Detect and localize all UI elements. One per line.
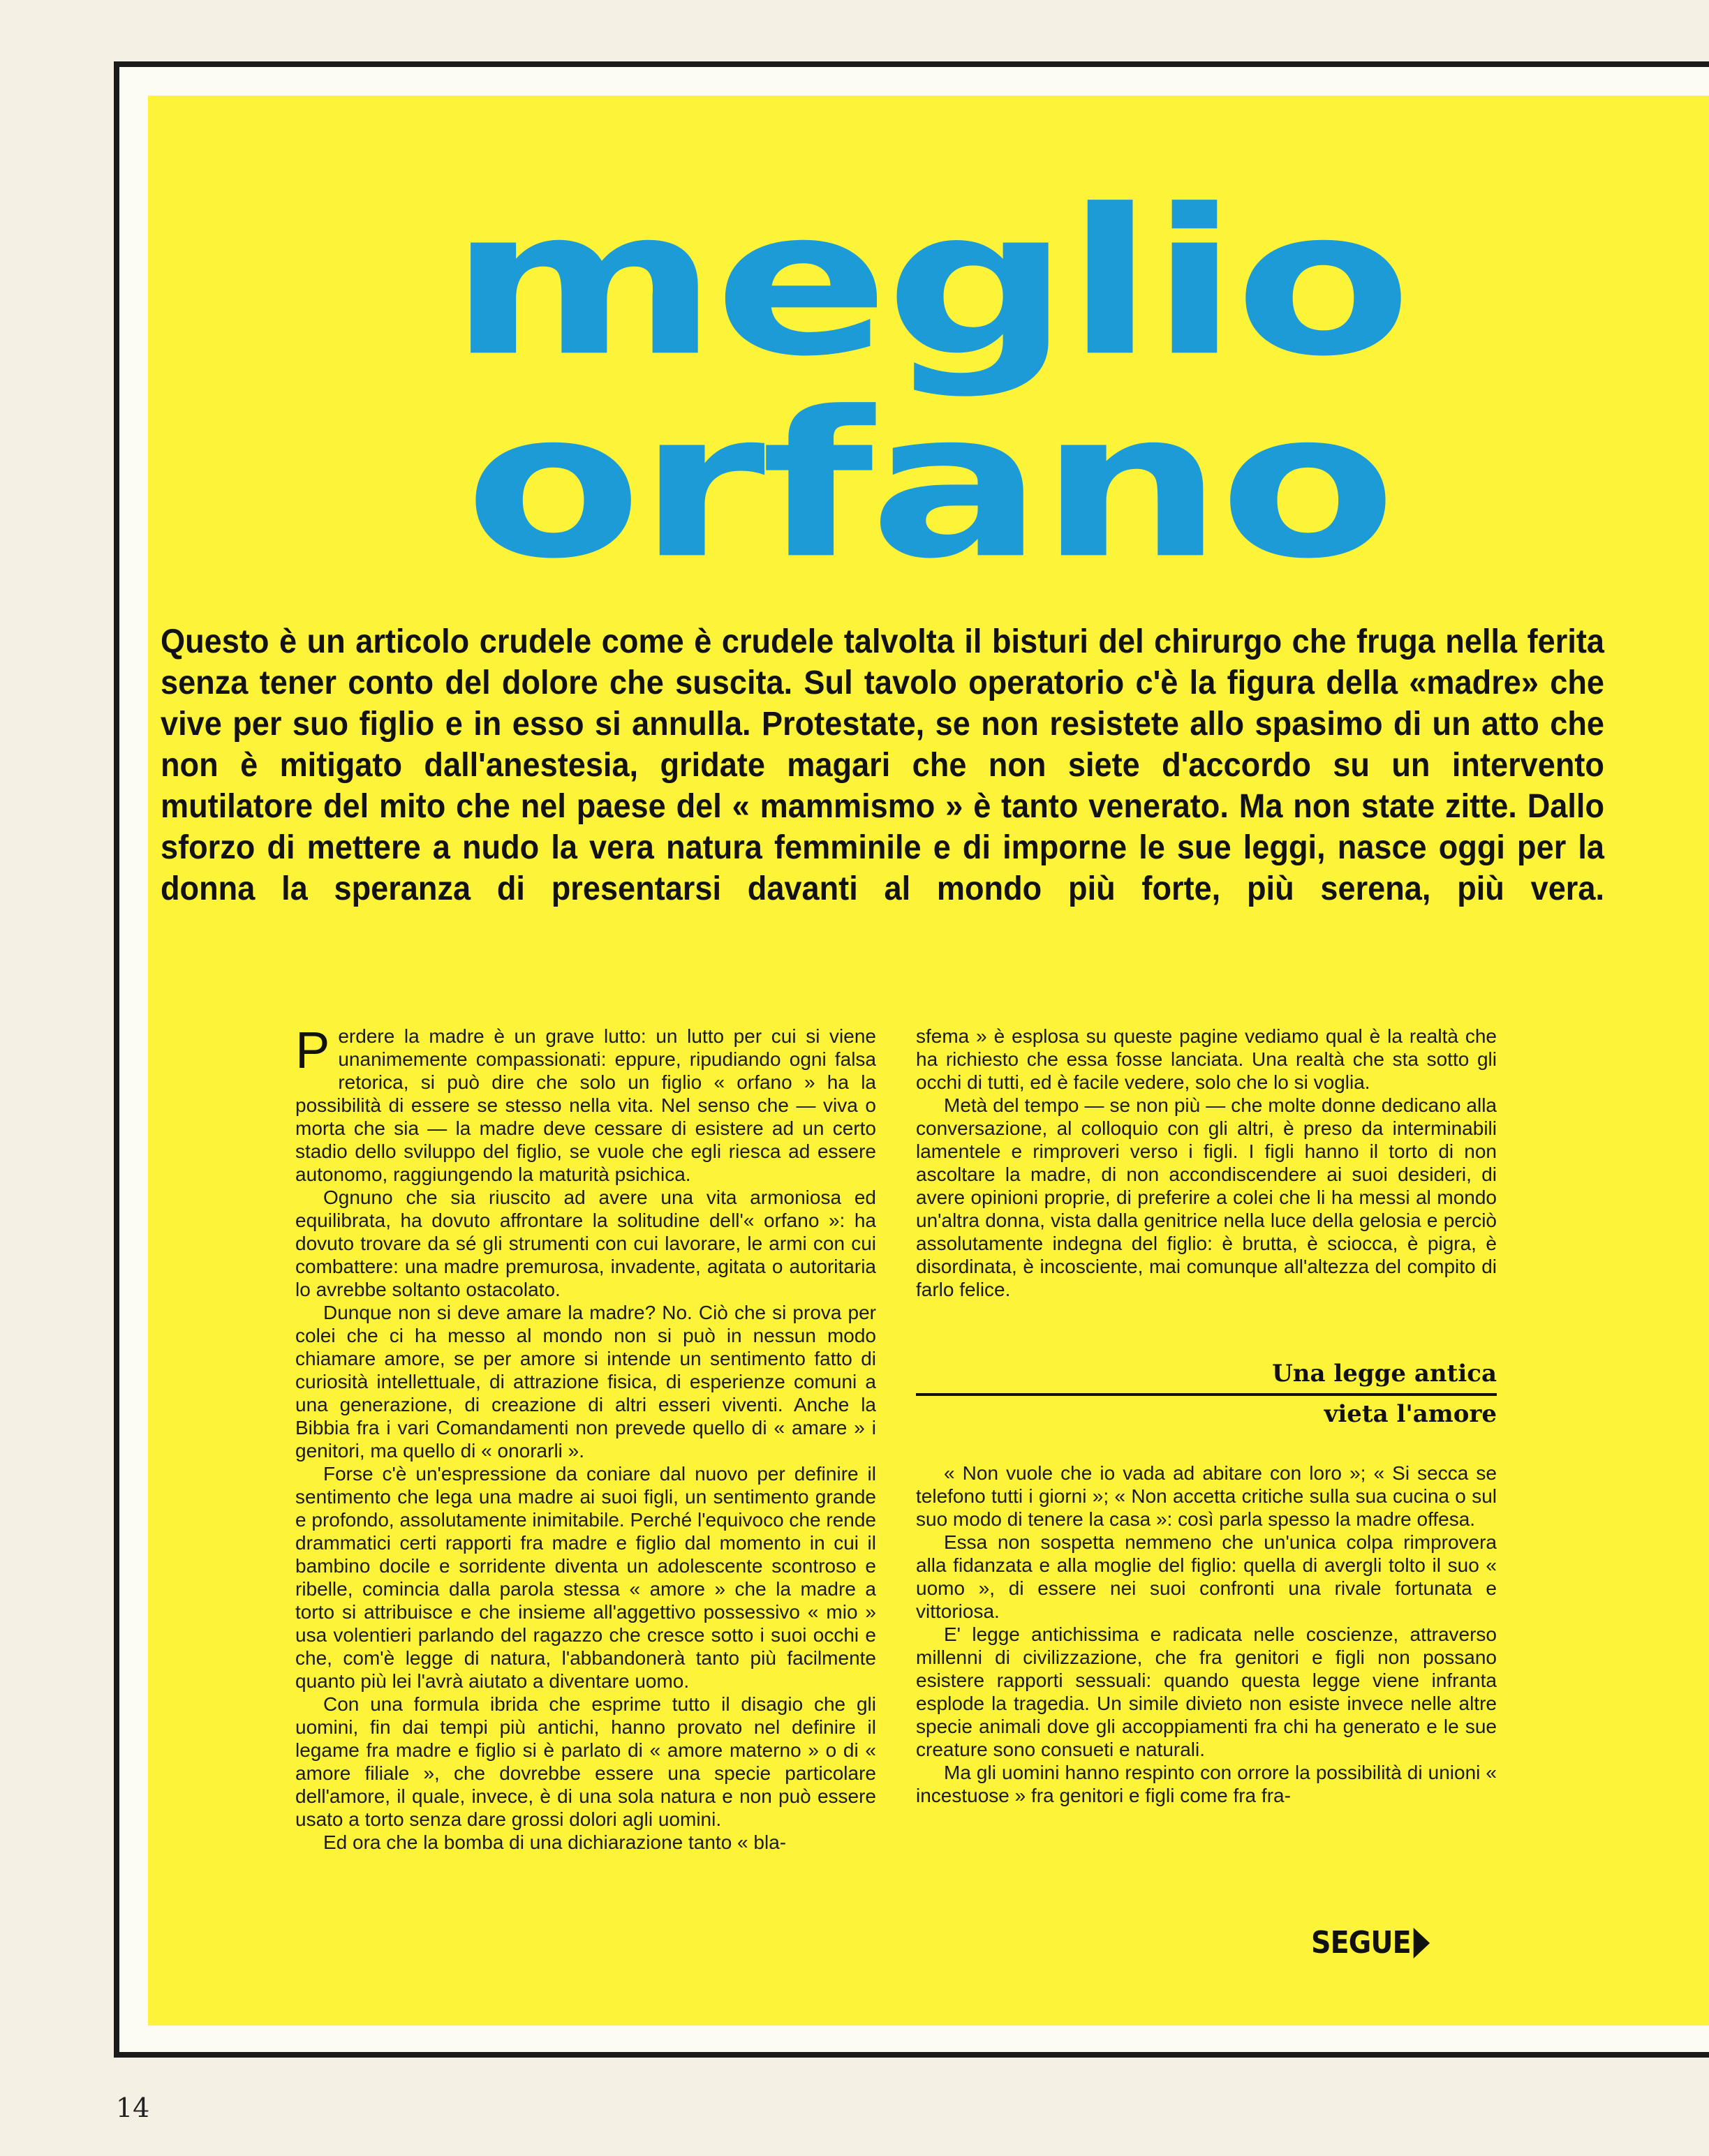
right-column xyxy=(916,1025,1497,1807)
arrow-right-icon xyxy=(1413,1928,1429,1958)
right-paragraph-2: Metà del tempo — se non più — che molte donne dedicano alla conversazione, al colloquio con gli altri, è preso da interminabili lamentele e rimproveri verso i figli. I figli hanno il torto di non ascoltare la madre, di non accondiscendere ai suoi desideri, di avere opinioni proprie, di preferire a colei che li ha messi al mondo un'altra donna, vista dalla genitrice nella luce della gelosia e perciò assolutamente indegna del figlio: è brutta, è sciocca, è pigra, è disordinata, è incosciente, mai comunque all'altezza del compito di farlo felice. xyxy=(916,1094,1497,1300)
continued-label: SEGUE xyxy=(1311,1925,1411,1961)
continued-marker xyxy=(1311,1925,1430,1961)
right-paragraph-3: « Non vuole che io vada ad abitare con loro »; « Si secca se telefono tutti i giorni »; « Non accetta critiche sulla sua cucina o sul suo modo di tenere la casa »: così parla spesso la madre offesa. xyxy=(916,1462,1497,1530)
subheading-rule xyxy=(916,1393,1497,1396)
left-paragraph-1 xyxy=(295,1021,876,1186)
left-paragraph-2: Ognuno che sia riuscito ad avere una vita armoniosa ed equilibrata, ha dovuto affrontare la solitudine dell'« orfano »: ha dovuto trovare da sé gli strumenti con cui lavorare, le armi con cui combattere: una madre premurosa, invadente, agitata o autoritaria lo avrebbe soltanto ostacolato. xyxy=(295,1187,876,1300)
headline-line-1: meglio xyxy=(449,166,1408,401)
left-paragraph-1-text: erdere la madre è un grave lutto: un lutto per cui si viene unanimemente compassionati: eppure, ripudiando ogni falsa retorica, si può dire che solo un figlio « orfano » ha la possibilità di essere se stesso nella vita. Nel senso che — viva o morta che sia — la madre deve cessare di esistere ad un certo stadio dello sviluppo del figlio, se vuole che egli riesca ad essere autonomo, raggiungendo la maturità psichica. xyxy=(295,1025,876,1185)
right-paragraph-4: Essa non sospetta nemmeno che un'unica colpa rimprovera alla fidanzata e alla moglie del figlio: quella di avergli tolto il suo « uomo », di essere nei suoi confronti una rivale fortunata e vittoriosa. xyxy=(916,1531,1497,1622)
right-paragraph-1: sfema » è esplosa su queste pagine vediamo qual è la realtà che ha richiesto che essa fosse lanciata. Una realtà che sta sotto gli occhi di tutti, ed è facile vedere, solo che lo si voglia. xyxy=(916,1025,1497,1093)
left-paragraph-4: Forse c'è un'espressione da coniare dal nuovo per definire il sentimento che lega una madre ai suoi figli, un sentimento grande e profondo, assolutamente inimitabile. Perché l'equivoco che rende drammatici certi rapporti fra madre e figlio dal momento in cui il bambino docile e sorridente diventa un adolescente scontroso e ribelle, comincia dalla parola stessa « amore » che la madre a torto si attribuisce e che insieme all'aggettivo possessivo « mio » usa volentieri parlando del ragazzo che cresce sotto i suoi occhi e che, com'è legge di natura, l'abbandonerà tanto più facilmente quanto più lei l'avrà aiutato a diventare uomo. xyxy=(295,1463,876,1692)
headline-line-2: orfano xyxy=(464,369,1393,603)
left-paragraph-6: Ed ora che la bomba di una dichiarazione tanto « bla- xyxy=(323,1831,787,1853)
left-paragraph-3: Dunque non si deve amare la madre? No. Ciò che si prova per colei che ci ha messo al mondo non si può in nessun modo chiamare amore, se per amore si intende un sentimento fatto di curiosità intellettuale, di attrazione fisica, di esperienze comuni a una generazione, di creazione di altri esseri viventi. Anche la Bibbia fra i vari Comandamenti non prevede quello di « amare » i genitori, ma quello di « onorarli ». xyxy=(295,1302,876,1462)
subheading-line-1: Una legge antica xyxy=(1272,1360,1497,1388)
section-subheading xyxy=(916,1357,1497,1431)
right-paragraph-5: E' legge antichissima e radicata nelle coscienze, attraverso millenni di civilizzazione, che fra genitori e figli non possano esistere rapporti sessuali: quando questa legge viene infranta esplode la tragedia. Un simile divieto non esiste invece nelle altre specie animali dove gli accoppiamenti fra chi ha generato e le sue creature sono consueti e naturali. xyxy=(916,1623,1497,1760)
subheading-line-2: vieta l'amore xyxy=(1324,1400,1497,1428)
page-number: 14 xyxy=(116,2092,150,2123)
drop-cap: P xyxy=(295,1021,330,1079)
right-paragraph-6: Ma gli uomini hanno respinto con orrore la possibilità di unioni « incestuose » fra genitori e figli come fra fra- xyxy=(916,1762,1497,1806)
left-paragraph-5: Con una formula ibrida che esprime tutto il disagio che gli uomini, fin dai tempi più antichi, hanno provato nel definire il legame fra madre e figlio si è parlato di « amore materno » o di « amore filiale », che dovrebbe essere una specie particolare dell'amore, il quale, invece, è di una sola natura e non può essere usato a torto senza dare grossi dolori agli uomini. xyxy=(295,1693,876,1830)
left-column xyxy=(295,1021,876,1854)
intro-paragraph: Questo è un articolo crudele come è crudele talvolta il bisturi del chirurgo che fruga nella ferita senza tener conto del dolore che suscita. Sul tavolo operatorio c'è la figura della «madre» che vive per suo figlio e in esso si annulla. Protestate, se non resistete allo spasimo di un atto che non è mitigato dall'anestesia, gridate magari che non siete d'accordo su un intervento mutilatore del mito che nel paese del « mammismo » è tanto venerato. Ma non state zitte. Dallo sforzo di mettere a nudo la vera natura femminile e di imporne le sue leggi, nasce oggi per la donna la speranza di presentarsi davanti al mondo più forte, più serena, più vera. xyxy=(161,623,1604,907)
